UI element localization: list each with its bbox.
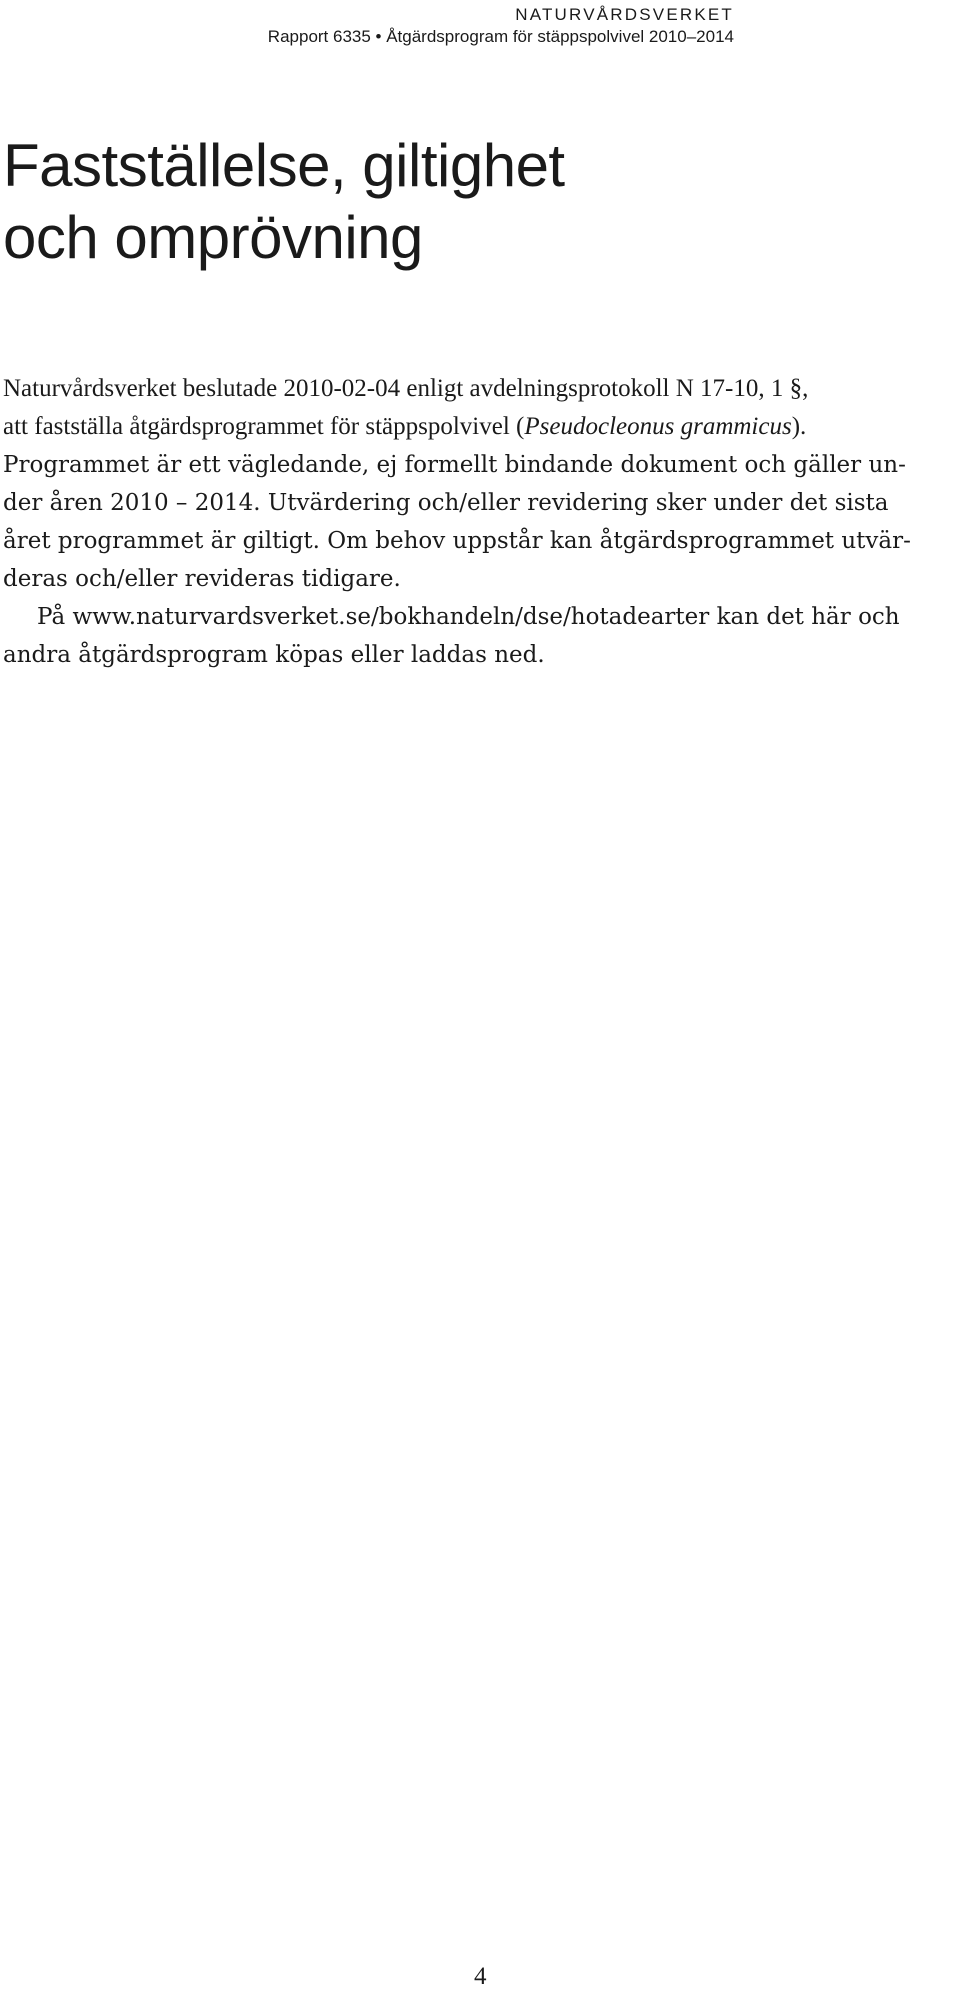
title-line-1: Fastställelse, giltighet — [3, 132, 565, 199]
body-line-2-post: ). — [791, 413, 807, 440]
body-line-2-pre: att fastställa åtgärdsprogrammet för stäppspolvivel ( — [3, 413, 525, 440]
body-line-7: På www.naturvardsverket.se/bokhandeln/dse/hotadearter kan det här och — [37, 604, 900, 630]
page-title — [3, 130, 565, 274]
body-line-5: året programmet är giltigt. Om behov uppstår kan åtgärdsprogrammet utvär- — [3, 528, 911, 554]
body-paragraphs — [3, 370, 958, 674]
title-line-2: och omprövning — [3, 204, 423, 271]
body-line-3: Programmet är ett vägledande, ej formellt bindande dokument och gäller un- — [3, 452, 906, 478]
body-line-2 — [3, 408, 958, 446]
species-name: Pseudocleonus grammicus — [524, 413, 792, 440]
body-line-4: der åren 2010 – 2014. Utvärdering och/eller revidering sker under det sista — [3, 490, 889, 516]
body-line-8: andra åtgärdsprogram köpas eller laddas ned. — [3, 642, 545, 668]
page-number: 4 — [474, 1963, 487, 1990]
body-line-1: Naturvårdsverket beslutade 2010-02-04 enligt avdelningsprotokoll N 17-10, 1 §, — [3, 375, 809, 402]
organization-name: NATURVÅRDSVERKET — [515, 5, 734, 24]
report-line: Rapport 6335 • Åtgärdsprogram för stäppspolvivel 2010–2014 — [267, 27, 734, 46]
running-header — [268, 4, 734, 48]
body-line-6: deras och/eller revideras tidigare. — [3, 566, 401, 592]
